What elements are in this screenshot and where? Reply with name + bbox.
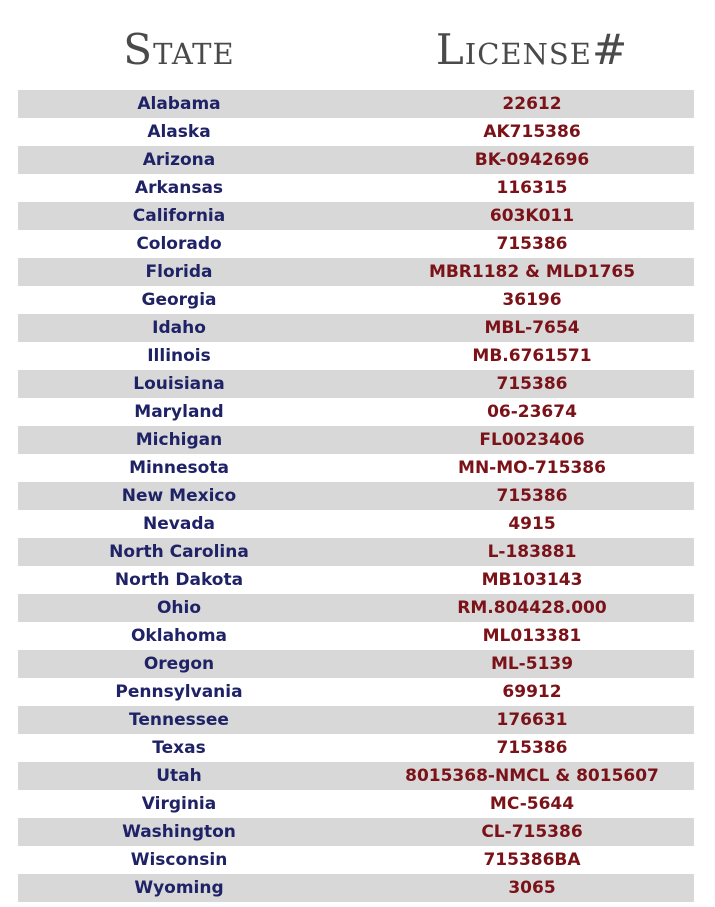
state-cell: North Carolina xyxy=(109,542,249,562)
table-row xyxy=(18,594,694,622)
table-row xyxy=(18,762,694,790)
table-row xyxy=(18,622,694,650)
license-cell: RM.804428.000 xyxy=(457,598,607,618)
state-cell: Idaho xyxy=(152,318,206,338)
license-cell: 3065 xyxy=(508,878,556,898)
license-cell: ML013381 xyxy=(482,626,582,646)
license-cell: L-183881 xyxy=(487,542,577,562)
license-cell: 603K011 xyxy=(489,206,575,226)
license-cell: BK-0942696 xyxy=(474,150,590,170)
table-row xyxy=(18,818,694,846)
state-cell: Tennessee xyxy=(129,710,229,730)
license-column-header: License# xyxy=(435,25,629,74)
table-row xyxy=(18,482,694,510)
license-cell: 715386 xyxy=(496,486,568,506)
table-row xyxy=(18,286,694,314)
state-cell: Wyoming xyxy=(134,878,224,898)
table-row xyxy=(18,314,694,342)
state-cell: Louisiana xyxy=(133,374,225,394)
state-cell: Wisconsin xyxy=(130,850,228,870)
state-cell: Illinois xyxy=(147,346,211,366)
state-cell: Utah xyxy=(156,766,202,786)
table-row xyxy=(18,734,694,762)
license-cell: MB103143 xyxy=(481,570,583,590)
state-cell: Oregon xyxy=(143,654,215,674)
license-cell: FL0023406 xyxy=(479,430,585,450)
license-cell: 715386 xyxy=(496,738,568,758)
state-cell: Arizona xyxy=(142,150,216,170)
license-cell: 8015368-NMCL & 8015607 xyxy=(405,766,659,786)
license-cell: 22612 xyxy=(502,94,562,114)
license-cell: MN-MO-715386 xyxy=(458,458,606,478)
license-cell: 116315 xyxy=(496,178,568,198)
state-cell: Minnesota xyxy=(129,458,229,478)
table-row xyxy=(18,258,694,286)
license-cell: CL-715386 xyxy=(481,822,583,842)
state-cell: Florida xyxy=(145,262,213,282)
table-row xyxy=(18,874,694,902)
state-cell: Michigan xyxy=(135,430,223,450)
table-row xyxy=(18,174,694,202)
state-cell: Nevada xyxy=(143,514,215,534)
table-row xyxy=(18,202,694,230)
state-cell: Colorado xyxy=(136,234,222,254)
license-cell: 715386 xyxy=(496,374,568,394)
table-row xyxy=(18,678,694,706)
table-row xyxy=(18,454,694,482)
table-row xyxy=(18,650,694,678)
state-column-header: State xyxy=(123,25,235,74)
license-cell: MBR1182 & MLD1765 xyxy=(428,262,636,282)
table-row xyxy=(18,118,694,146)
license-cell: MBL-7654 xyxy=(484,318,580,338)
license-cell: AK715386 xyxy=(483,122,581,142)
state-cell: Washington xyxy=(122,822,236,842)
table-row xyxy=(18,230,694,258)
license-cell: ML-5139 xyxy=(490,654,574,674)
license-cell: 176631 xyxy=(496,710,568,730)
table-row xyxy=(18,538,694,566)
license-cell: 69912 xyxy=(502,682,562,702)
table-row xyxy=(18,398,694,426)
table-row xyxy=(18,90,694,118)
license-cell: 06-23674 xyxy=(487,402,577,422)
license-cell: 4915 xyxy=(508,514,556,534)
state-cell: Oklahoma xyxy=(130,626,228,646)
state-cell: Alabama xyxy=(137,94,221,114)
table-row xyxy=(18,566,694,594)
state-cell: Pennsylvania xyxy=(115,682,243,702)
state-cell: New Mexico xyxy=(121,486,237,506)
table-row xyxy=(18,426,694,454)
table-row xyxy=(18,370,694,398)
license-cell: 36196 xyxy=(502,290,562,310)
state-cell: Alaska xyxy=(147,122,211,142)
table-row xyxy=(18,510,694,538)
license-table xyxy=(18,90,694,902)
state-cell: Maryland xyxy=(134,402,224,422)
state-cell: Georgia xyxy=(141,290,217,310)
state-cell: Texas xyxy=(152,738,206,758)
license-cell: 715386 xyxy=(496,234,568,254)
table-header xyxy=(0,22,715,82)
state-cell: North Dakota xyxy=(114,570,244,590)
state-cell: Arkansas xyxy=(134,178,224,198)
table-row xyxy=(18,342,694,370)
table-row xyxy=(18,846,694,874)
state-cell: Virginia xyxy=(141,794,217,814)
license-cell: MC-5644 xyxy=(489,794,575,814)
state-cell: California xyxy=(132,206,226,226)
license-cell: MB.6761571 xyxy=(472,346,592,366)
state-cell: Ohio xyxy=(156,598,202,618)
table-row xyxy=(18,706,694,734)
license-cell: 715386BA xyxy=(483,850,581,870)
table-row xyxy=(18,146,694,174)
table-row xyxy=(18,790,694,818)
